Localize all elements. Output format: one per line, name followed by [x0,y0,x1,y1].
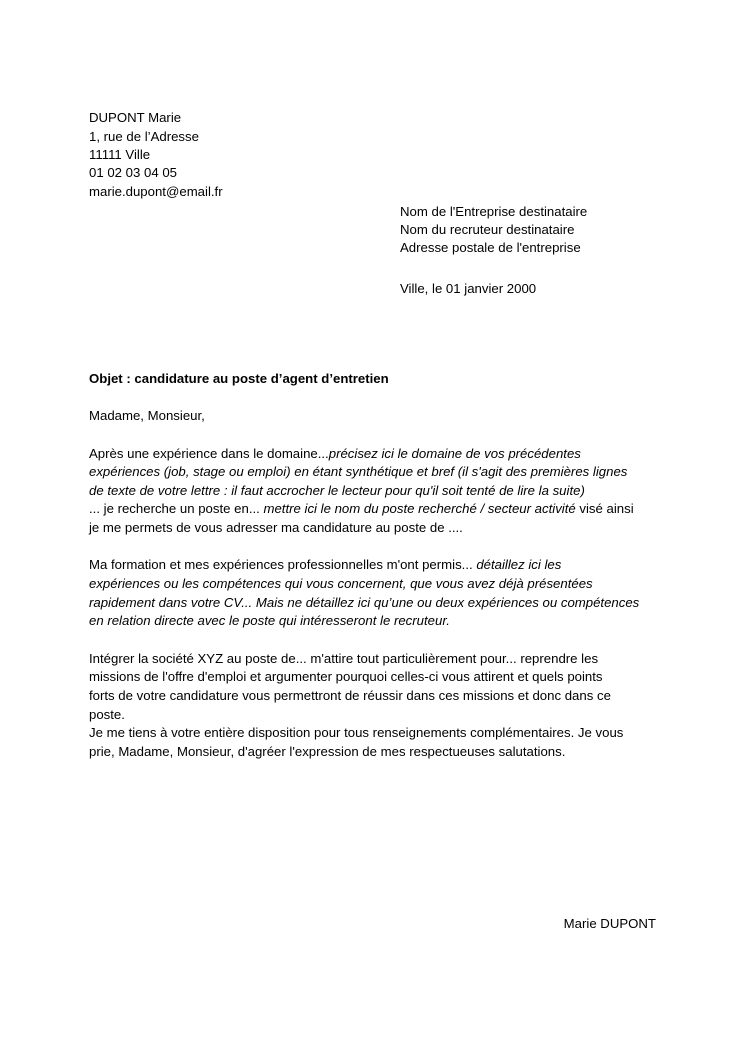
paragraph-3-line-4: poste. [89,707,125,722]
paragraph-2-line-3: rapidement dans votre CV... Mais ne détaillez ici qu’une ou deux expériences ou compétences [89,595,640,610]
paragraph-2-line-2: expériences ou les compétences qui vous concernent, que vous avez déjà présentées [89,576,593,591]
paragraph-1-line-1 [89,445,581,464]
closing-line-1: Je me tiens à votre entière disposition pour tous renseignements complémentaires. Je vous [89,725,624,740]
subject-line: Objet : candidature au poste d’agent d’entretien [89,371,389,386]
paragraph-3-line-1: Intégrer la société XYZ au poste de... m'attire tout particulièrement pour... reprendre les [89,651,599,666]
paragraph-3-line-3: forts de votre candidature vous permettront de réussir dans ces missions et donc dans ce [89,688,611,703]
paragraph-2-line-1-italic: détaillez ici les [476,557,562,572]
signature: Marie DUPONT [563,916,656,931]
sender-phone: 01 02 03 04 05 [89,165,177,180]
salutation: Madame, Monsieur, [89,408,205,423]
recipient-address: Adresse postale de l'entreprise [400,240,581,255]
recipient-recruiter: Nom du recruteur destinataire [400,222,575,237]
sender-street: 1, rue de l’Adresse [89,129,199,144]
paragraph-1-line-2: expériences (job, stage ou emploi) en étant synthétique et bref (il s'agit des premières lignes [89,464,628,479]
sender-email: marie.dupont@email.fr [89,184,223,199]
sender-city: 11111 Ville [89,147,151,162]
date-place: Ville, le 01 janvier 2000 [400,281,537,296]
paragraph-1-line-1-plain: Après une expérience dans le domaine... [89,446,329,461]
paragraph-2-line-4: en relation directe avec le poste qui intéresseront le recruteur. [89,613,450,628]
paragraph-2-line-1-plain: Ma formation et mes expériences professionnelles m'ont permis... [89,557,477,572]
paragraph-2-line-1 [89,556,561,575]
closing-line-2: prie, Madame, Monsieur, d'agréer l'expression de mes respectueuses salutations. [89,744,566,759]
paragraph-1-line-3: de texte de votre lettre : il faut accrocher le lecteur pour qu'il soit tenté de lire la suite) [89,483,585,498]
paragraph-1-line-4-plain-b: visé ainsi [575,501,634,516]
paragraph-1-line-4 [89,500,634,519]
paragraph-1-line-4-italic: mettre ici le nom du poste recherché / secteur activité [263,501,576,516]
sender-name: DUPONT Marie [89,110,182,125]
paragraph-1-line-4-plain-a: ... je recherche un poste en... [89,501,264,516]
paragraph-1-line-1-italic: précisez ici le domaine de vos précédentes [328,446,581,461]
recipient-company: Nom de l'Entreprise destinataire [400,204,588,219]
paragraph-3-line-2: missions de l'offre d'emploi et argumenter pourquoi celles-ci vous attirent et quels points [89,669,603,684]
paragraph-1-line-5: je me permets de vous adresser ma candidature au poste de .... [89,520,463,535]
